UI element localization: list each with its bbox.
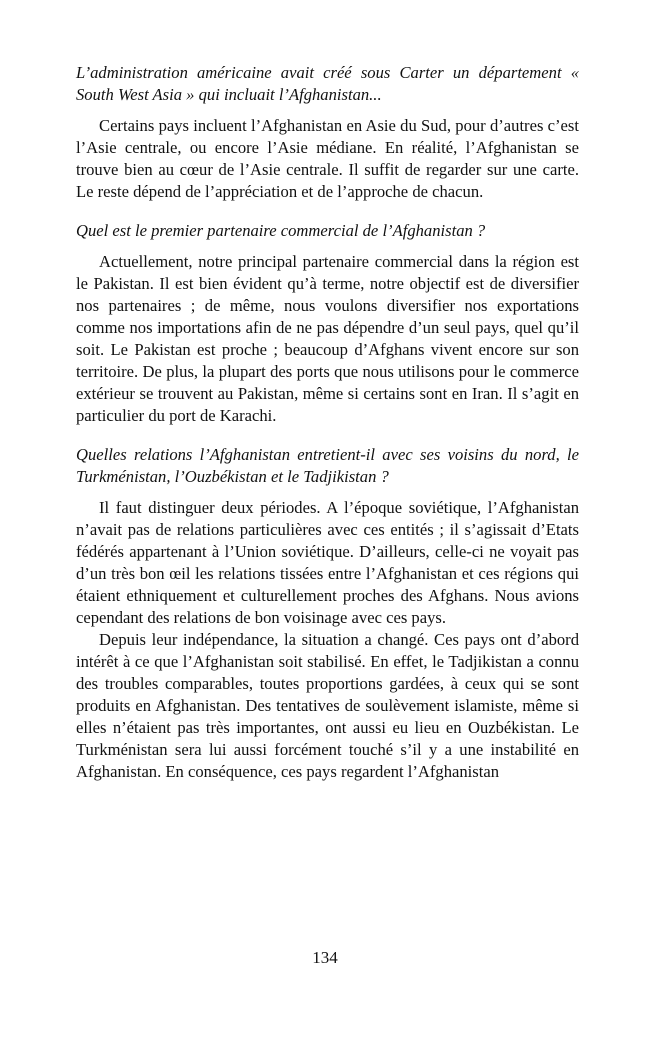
question-trade-partner: Quel est le premier partenaire commercial de l’Afghanistan ? [76, 221, 486, 240]
answer-trade-partner: Actuellement, notre principal partenaire commercial dans la région est le Pakistan. Il est bien évident qu’à terme, notre objectif est de diversifier nos partenaires ; de même, nous voulons diversifier nos exportations comme nos importations afin de ne pas dépendre d’un seul pays, quel qu’il soit. Le Pakistan est proche ; beaucoup d’Afghans vivent encore sur son territoire. De plus, la plupart des ports que nous utilisons pour le commerce extérieur se trouvent au Pakistan, même si certains sont en Iran. Il s’agit en particulier du port de Karachi. [76, 252, 579, 425]
answer-soviet-period: Il faut distinguer deux périodes. A l’époque soviétique, l’Afghanistan n’avait pas de relations particulières avec ces entités ; il s’agissait d’Etats fédérés appartenant à l’Union soviétique. D’ailleurs, celle-ci ne voyait pas d’un très bon œil les relations tissées entre l’Afghanistan et ces régions qui étaient ethniquement et culturellement proches des Afghans. Nous avions cependant des relations de bon voisinage avec ces pays. [76, 498, 579, 627]
page-number: 134 [312, 948, 338, 967]
answer-independence-period: Depuis leur indépendance, la situation a changé. Ces pays ont d’abord intérêt à ce que l’Afghanistan soit stabilisé. En effet, le Tadjikistan a connu des troubles comparables, toutes proportions gardées, à ceux qui se sont produits en Afghanistan. Des tentatives de soulèvement islamiste, même si elles n’étaient pas très importantes, ont aussi eu lieu en Ouzbékistan. Le Turkménistan sera lui aussi forcément touché s’il y a une instabilité en Afghanistan. En conséquence, ces pays regardent l’Afghanistan [76, 630, 579, 781]
answer-central-asia: Certains pays incluent l’Afghanistan en Asie du Sud, pour d’autres c’est l’Asie centrale, ou encore l’Asie médiane. En réalité, l’Afghanistan se trouve bien au cœur de l’Asie centrale. Il suffit de regarder sur une carte. Le reste dépend de l’appréciation et de l’approche de chacun. [76, 116, 579, 201]
question-south-west-asia: L’administration américaine avait créé sous Carter un département « South West Asia » qui incluait l’Afghanistan... [76, 63, 579, 104]
question-northern-neighbours: Quelles relations l’Afghanistan entretient-il avec ses voisins du nord, le Turkménistan, l’Ouzbékistan et le Tadjikistan ? [76, 445, 579, 486]
page-body [76, 62, 579, 783]
